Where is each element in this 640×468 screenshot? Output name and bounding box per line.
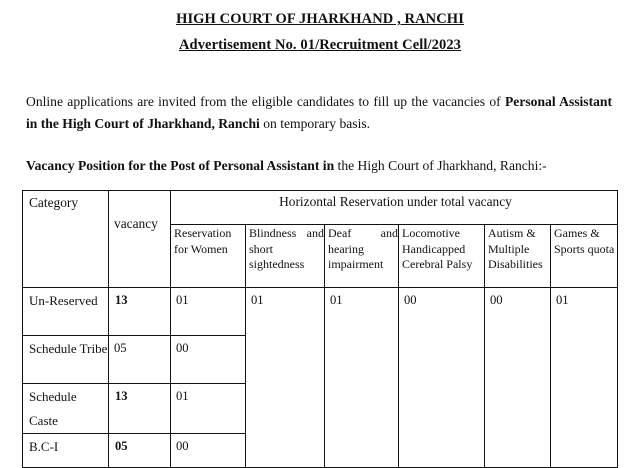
vacancy-heading bbox=[26, 155, 612, 177]
row-locomotive: 00 bbox=[399, 288, 485, 468]
row-sports: 01 bbox=[551, 288, 618, 468]
row-deaf: 01 bbox=[325, 288, 399, 468]
advertisement-number: Advertisement No. 01/Recruitment Cell/2023 bbox=[178, 37, 462, 53]
row-vacancy: 13 bbox=[109, 288, 171, 336]
row-women: 00 bbox=[171, 336, 246, 384]
vacancy-table bbox=[22, 190, 618, 468]
row-category: Schedule Caste bbox=[23, 384, 109, 434]
sub-header-locomotive: Locomotive Handicapped Cerebral Palsy bbox=[399, 225, 485, 288]
row-women: 01 bbox=[171, 384, 246, 434]
row-vacancy: 05 bbox=[109, 336, 171, 384]
vacancy-heading-bold: Vacancy Position for the Post of Personal Assistant in bbox=[26, 158, 335, 173]
sub-header-deaf: Deaf and hearing impairment bbox=[325, 225, 399, 288]
row-category: B.C-I bbox=[23, 434, 109, 468]
horizontal-reservation-header: Horizontal Reservation under total vacancy bbox=[171, 191, 618, 225]
sub-header-women: Reservation for Women bbox=[171, 225, 246, 288]
intro-text-1: Online applications are invited from the eligible candidates to fill up the vacancies of bbox=[26, 94, 505, 109]
table-row bbox=[23, 288, 618, 336]
category-header: Category bbox=[23, 191, 109, 288]
intro-paragraph bbox=[26, 91, 612, 135]
row-autism: 00 bbox=[485, 288, 551, 468]
intro-post-name: Personal Assistant in the High Court of Jharkhand, Ranchi bbox=[26, 94, 613, 131]
sub-header-blindness: Blindness and short sightedness bbox=[246, 225, 325, 288]
row-category: Schedule Tribe bbox=[23, 336, 109, 384]
sub-header-autism: Autism & Multiple Disabilities bbox=[485, 225, 551, 288]
intro-text-2: on temporary basis. bbox=[259, 116, 371, 131]
row-category: Un-Reserved bbox=[23, 288, 109, 336]
vacancy-heading-text: the High Court of Jharkhand, Ranchi:- bbox=[334, 158, 547, 173]
court-title: HIGH COURT OF JHARKHAND , RANCHI bbox=[176, 11, 464, 27]
row-blindness: 01 bbox=[246, 288, 325, 468]
sub-header-sports: Games & Sports quota bbox=[551, 225, 618, 288]
row-vacancy: 13 bbox=[109, 384, 171, 434]
row-women: 01 bbox=[171, 288, 246, 336]
row-vacancy: 05 bbox=[109, 434, 171, 468]
vacancy-header: vacancy bbox=[109, 191, 171, 288]
row-women: 00 bbox=[171, 434, 246, 468]
